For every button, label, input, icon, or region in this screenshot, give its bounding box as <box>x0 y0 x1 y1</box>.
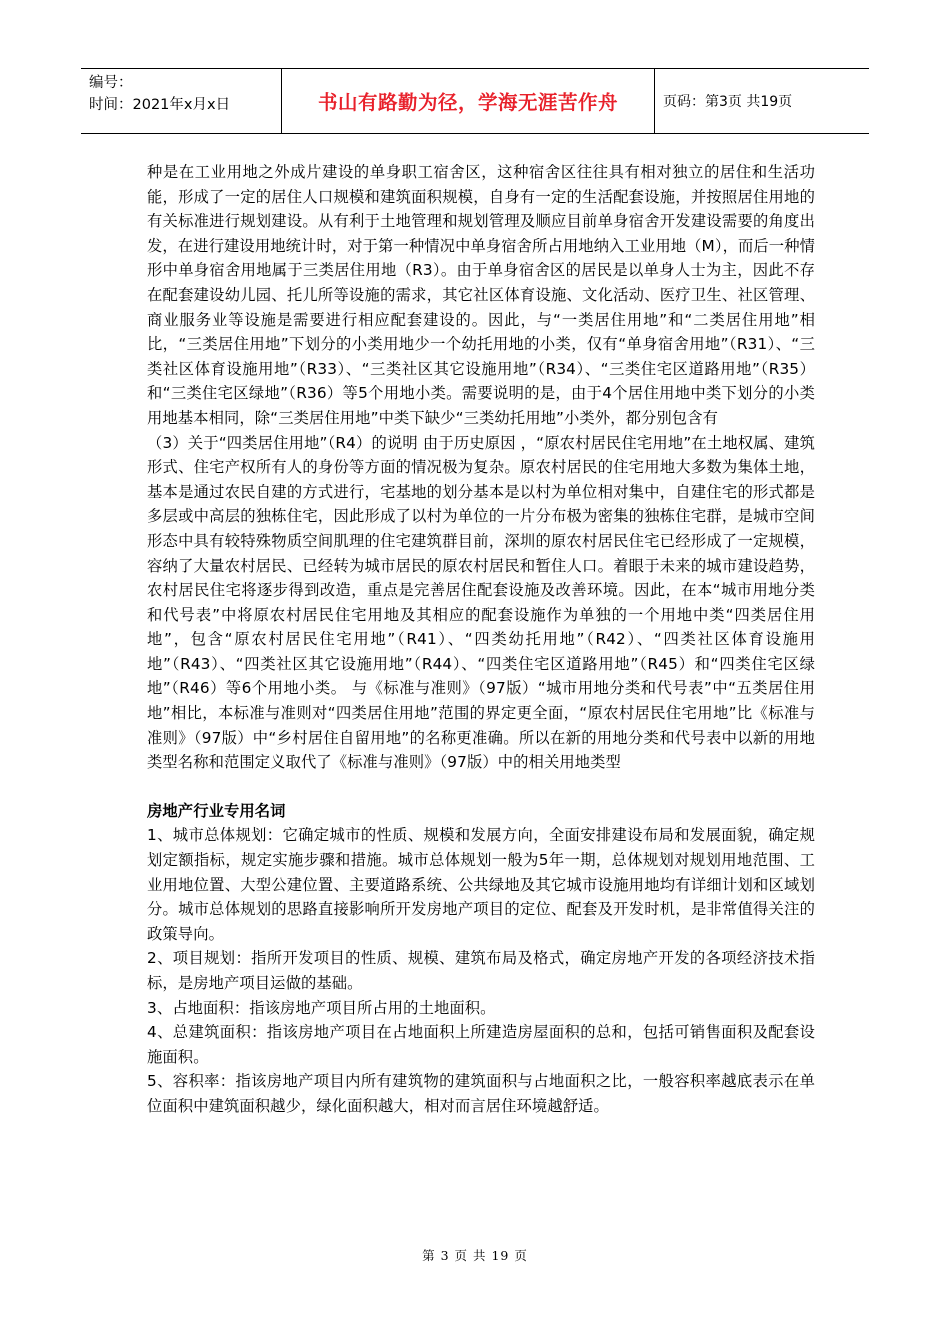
definition-item: 4、总建筑面积：指该房地产项目在占地面积上所建造房屋面积的总和，包括可销售面积及配套设施面积。 <box>147 1023 815 1066</box>
body-paragraph: （3）关于“四类居住用地”（R4）的说明 由于历史原因 ，“原农村居民住宅用地”在土地权属、建筑形式、住宅产权所有人的身份等方面的情况极为复杂。原农村居民的住宅用地大多数为集体土地，基本是通过农民自建的方式进行，宅基地的划分基本是以村为单位相对集中，自建住宅的形式都是多层或中高层的独栋住宅，因此形成了以村为单位的一片分布极为密集的独栋住宅群，是城市空间形态中具有较特殊物质空间肌理的住宅建筑群目前，深圳的原农村居民住宅已经形成了一定规模，容纳了大量农村居民、已经转为城市居民的原农村居民和暂住人口。着眼于未来的城市建设趋势，农村居民住宅将逐步得到改造，重点是完善居住配套设施及改善环境。因此，在本“城市用地分类和代号表”中将原农村居民住宅用地及其相应的配套设施作为单独的一个用地中类“四类居住用地”，包含“原农村居民住宅用地”（R41）、“四类幼托用地”（R42）、“四类社区体育设施用地”（R43）、“四类社区其它设施用地”（R44）、“四类住宅区道路用地”（R45）和“四类住宅区绿地”（R46）等6个用地小类。 与《标准与准则》（97版）“城市用地分类和代号表”中“五类居住用地”相比，本标准与准则对“四类居住用地”范围的界定更全面，“原农村居民住宅用地”比《标准与准则》（97版）中“乡村居住自留用地”的名称更准确。所以在新的用地分类和代号表中以新的用地类型名称和范围定义取代了《标准与准则》（97版）中的相关用地类型 <box>147 433 815 772</box>
definition-item: 1、城市总体规划：它确定城市的性质、规模和发展方向，全面安排建设布局和发展面貌，确定规划定额指标，规定实施步骤和措施。城市总体规划一般为5年一期，总体规划对规划用地范围、工业用地位置、大型公建位置、主要道路系统、公共绿地及其它城市设施用地均有详细计划和区域划分。城市总体规划的思路直接影响所开发房地产项目的定位、配套及开发时机，是非常值得关注的政策导向。 <box>147 826 815 943</box>
page-footer: 第 3 页 共 19 页 <box>422 1248 528 1263</box>
document-body <box>147 160 815 1119</box>
paragraph-spacer <box>147 775 815 799</box>
section-heading: 房地产行业专用名词 <box>147 801 286 820</box>
definition-item: 5、容积率：指该房地产项目内所有建筑物的建筑面积与占地面积之比，一般容积率越底表示在单位面积中建筑面积越少，绿化面积越大，相对而言居住环境越舒适。 <box>147 1072 815 1115</box>
header-motto: 书山有路勤为径，学海无涯苦作舟 <box>281 69 655 133</box>
document-number-label: 编号： <box>89 75 133 91</box>
definition-item: 2、项目规划：指所开发项目的性质、规模、建筑布局及格式，确定房地产开发的各项经济技术指标，是房地产项目运做的基础。 <box>147 949 815 992</box>
body-paragraph: 种是在工业用地之外成片建设的单身职工宿舍区，这种宿舍区往往具有相对独立的居住和生活功能，形成了一定的居住人口规模和建筑面积规模，自身有一定的生活配套设施，并按照居住用地的有关标准进行规划建设。从有利于土地管理和规划管理及顺应目前单身宿舍开发建设需要的角度出发，在进行建设用地统计时，对于第一种情况中单身宿舍所占用地纳入工业用地（M），而后一种情形中单身宿舍用地属于三类居住用地（R3）。由于单身宿舍区的居民是以单身人士为主，因此不存在配套建设幼儿园、托儿所等设施的需求，其它社区体育设施、文化活动、医疗卫生、社区管理、商业服务业等设施是需要进行相应配套建设的。因此，与“一类居住用地”和“二类居住用地”相比，“三类居住用地”下划分的小类用地少一个幼托用地的小类，仅有“单身宿舍用地”（R31）、“三类社区体育设施用地”（R33）、“三类社区其它设施用地”（R34）、“三类住宅区道路用地”（R35）和“三类住宅区绿地”（R36）等5个用地小类。需要说明的是，由于4个居住用地中类下划分的小类用地基本相同，除“三类居住用地”中类下缺少“三类幼托用地”小类外，都分别包含有 <box>147 163 815 427</box>
document-date: 时间：2021年x月x日 <box>89 97 231 113</box>
page-header <box>81 68 869 134</box>
header-page-info: 页码：第3页 共19页 <box>663 94 793 110</box>
header-meta <box>81 69 281 133</box>
definition-item: 3、占地面积：指该房地产项目所占用的土地面积。 <box>147 998 496 1017</box>
